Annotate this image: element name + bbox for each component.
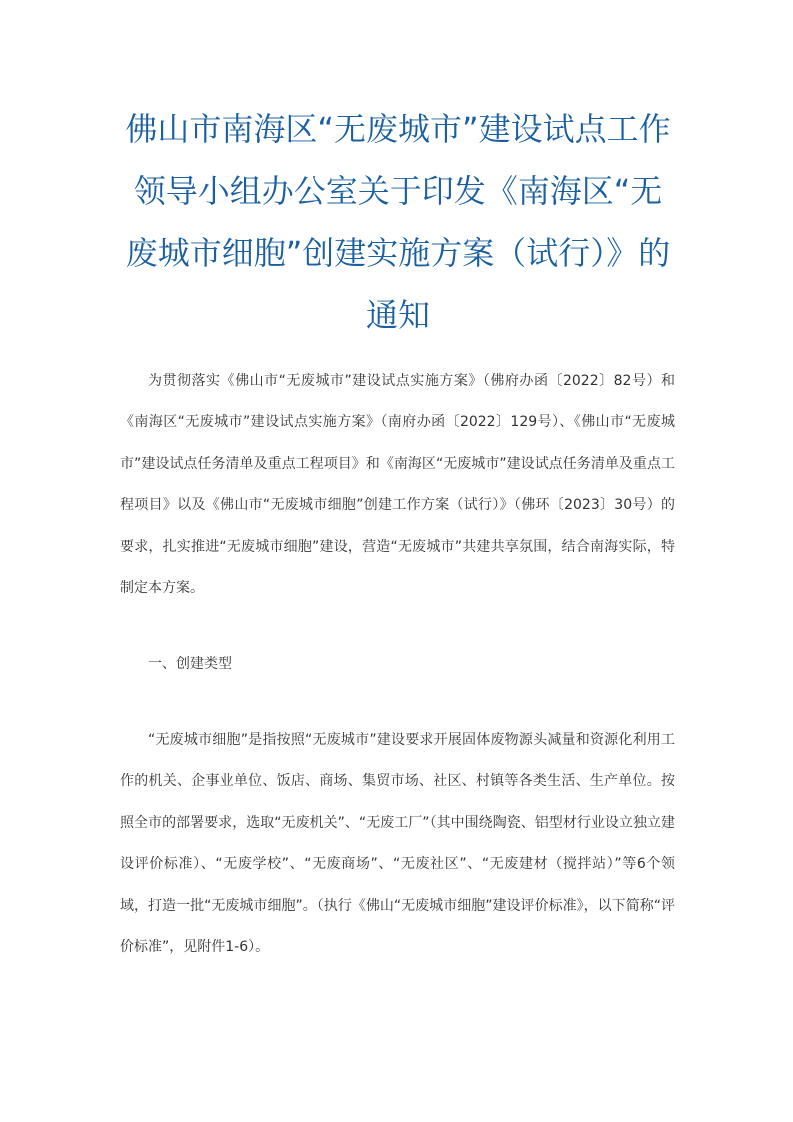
intro-paragraph: 为贯彻落实《佛山市“无废城市”建设试点实施方案》（佛府办函〔2022〕82号）和《南海区“无废城市”建设试点实施方案》（南府办函〔2022〕129号）、《佛山市“无废城市”建设试点任务清单及重点工程项目》和《南海区“无废城市”建设试点任务清单及重点工程项目》以及《佛山市“无废城市细胞”创建工作方案（试行）》（佛环〔2023〕30号）的要求，扎实推进“无废城市细胞”建设，营造“无废城市”共建共享氛围，结合南海实际，特制定本方案。 [120,373,675,597]
section-heading: 一、创建类型 [148,656,232,672]
section-paragraph: “无废城市细胞”是指按照“无废城市”建设要求开展固体废物源头减量和资源化利用工作的机关、企事业单位、饭店、商场、集贸市场、社区、村镇等各类生活、生产单位。按照全市的部署要求，选取“无废机关”、“无废工厂”（其中围绕陶瓷、铝型材行业设立独立建设评价标准）、“无废学校”、“无废商场”、“无废社区”、“无废建材（搅拌站）”等6个领域，打造一批“无废城市细胞”。（执行《佛山“无废城市细胞”建设评价标准》，以下简称“评价标准”，见附件1-6）。 [120,732,675,956]
page-title: 佛山市南海区“无废城市”建设试点工作领导小组办公室关于印发《南海区“无废城市细胞”创建实施方案（试行）》的通知 [125,110,671,334]
